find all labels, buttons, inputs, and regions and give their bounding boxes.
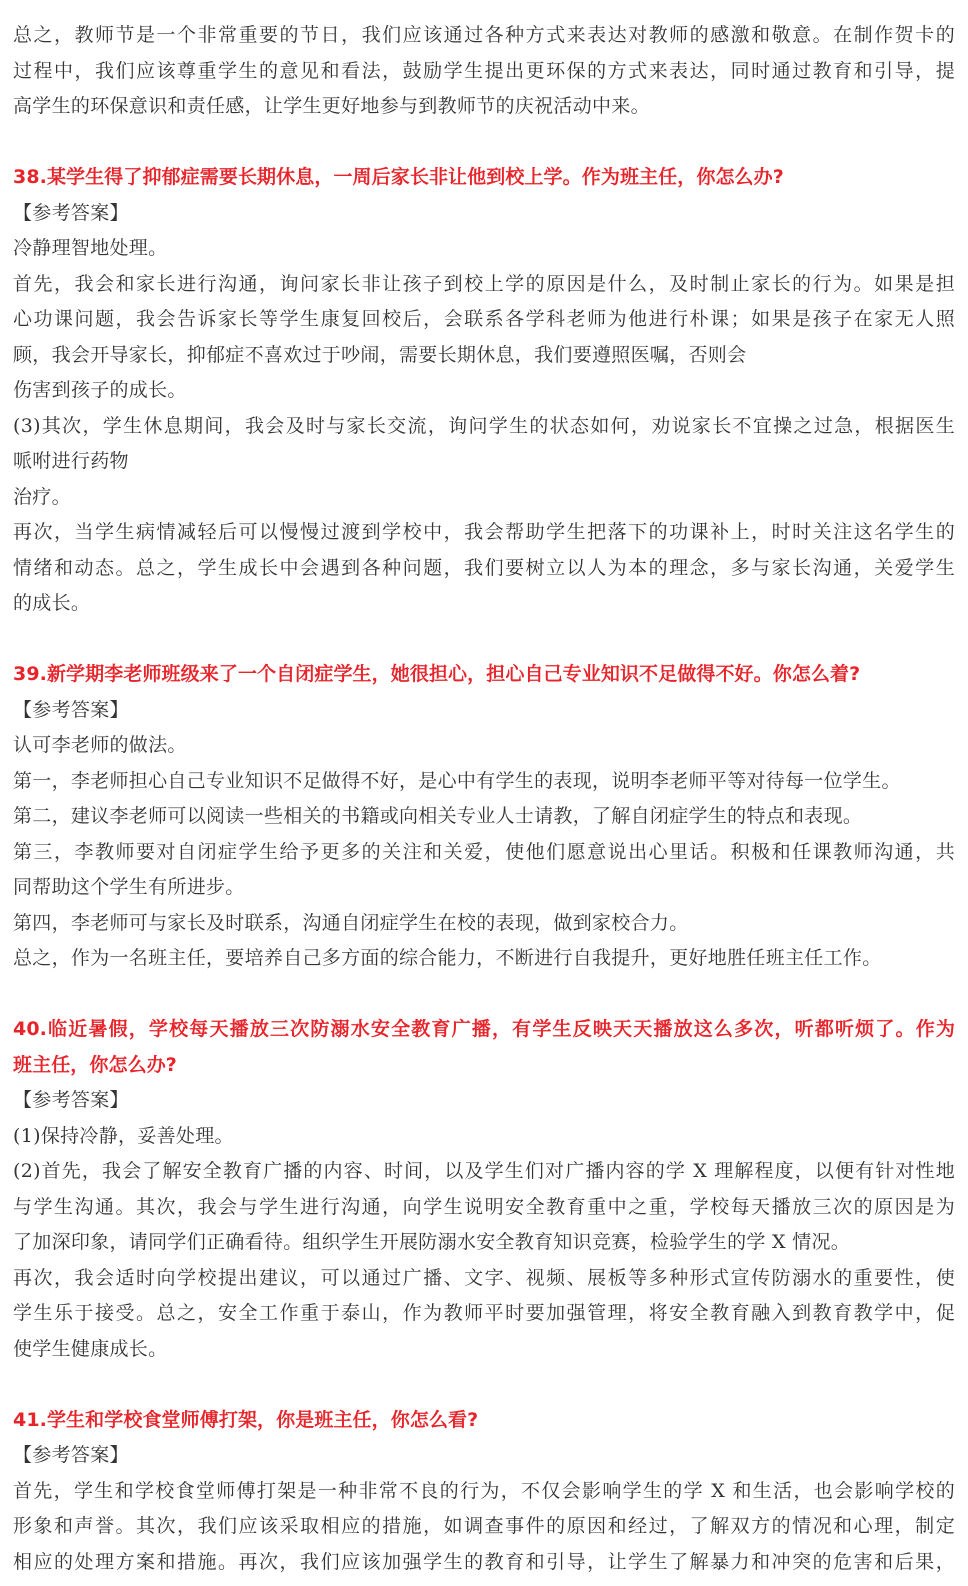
answer-line: 第三，李教师要对自闭症学生给予更多的关注和关爱，使他们愿意说出心里话。积极和任课教师沟通，共 xyxy=(13,840,955,863)
reference-answer-label: 【参考答案】 xyxy=(13,1444,129,1466)
answer-line: (3)其次，学生休息期间，我会及时与家长交流，询问学生的状态如何，劝说家长不宜操之过急，根据医生 xyxy=(13,414,955,437)
answer-line: 首先，学生和学校食堂师傅打架是一种非常不良的行为，不仅会影响学生的学 X 和生活，也会影响学校的 xyxy=(13,1479,955,1502)
answer-line: 治疗。 xyxy=(13,485,71,508)
question-40-section xyxy=(13,1012,955,1367)
question-38-title: 38.某学生得了抑郁症需要长期休息，一周后家长非让他到校上学。作为班主任，你怎么办? xyxy=(13,166,784,188)
answer-line: 的成长。 xyxy=(13,592,91,614)
intro-line-3: 高学生的环保意识和责任感，让学生更好地参与到教师节的庆祝活动中来。 xyxy=(13,95,650,117)
answer-line: 相应的处理方案和措施。再次，我们应该加强学生的教育和引导，让学生了解暴力和冲突的危害和后果， xyxy=(13,1550,955,1573)
answer-line: 第四，李老师可与家长及时联系，沟通自闭症学生在校的表现，做到家校合力。 xyxy=(13,911,689,934)
answer-line: (2)首先，我会了解安全教育广播的内容、时间，以及学生们对广播内容的学 X 理解程度，以便有针对性地 xyxy=(13,1160,955,1182)
intro-paragraph xyxy=(13,18,955,125)
section-spacer xyxy=(13,622,955,658)
answer-line: 情绪和动态。总之，学生成长中会遇到各种问题，我们要树立以人为本的理念，多与家长沟通，关爱学生 xyxy=(13,556,955,579)
answer-line: 哌咐进行药物 xyxy=(13,450,129,472)
answer-line: 心功课问题，我会告诉家长等学生康复回校后，会联系各学科老师为他进行朴课；如果是孩子在家无人照 xyxy=(13,308,955,330)
answer-line: 再次，我会适时向学校提出建议，可以通过广播、文字、视频、展板等多种形式宣传防溺水的重要性，使 xyxy=(13,1266,955,1289)
answer-line: 伤害到孩子的成长。 xyxy=(13,379,187,401)
answer-line: 第二，建议李老师可以阅读一些相关的书籍或向相关专业人士请教，了解自闭症学生的特点和表现。 xyxy=(13,805,863,827)
section-spacer xyxy=(13,125,955,161)
answer-line: 首先，我会和家长进行沟通，询问家长非让孩子到校上学的原因是什么，及时制止家长的行为。如果是担 xyxy=(13,272,955,295)
intro-line-2: 过程中，我们应该尊重学生的意见和看法，鼓励学生提出更环保的方式来表达，同时通过教育和引导，提 xyxy=(13,59,955,82)
reference-answer-label: 【参考答案】 xyxy=(13,201,129,224)
answer-line: 认可李老师的做法。 xyxy=(13,734,187,756)
answer-line: 形象和声誉。其次，我们应该采取相应的措施，如调查事件的原因和经过，了解双方的情况和心理，制定 xyxy=(13,1515,955,1537)
reference-answer-label: 【参考答案】 xyxy=(13,698,129,721)
answer-line: 学生乐于接受。总之，安全工作重于泰山，作为教师平时要加强管理，将安全教育融入到教育教学中，促 xyxy=(13,1302,955,1324)
document-page xyxy=(13,18,955,1580)
intro-line-1: 总之，教师节是一个非常重要的节日，我们应该通过各种方式来表达对教师的感激和敬意。在制作贺卡的 xyxy=(13,24,955,46)
question-39-section xyxy=(13,657,955,977)
answer-line: 冷静理智地处理。 xyxy=(13,237,168,259)
question-41-title: 41.学生和学校食堂师傅打架，你是班主任，你怎么看? xyxy=(13,1408,479,1431)
section-spacer xyxy=(13,1367,955,1403)
question-41-section xyxy=(13,1403,955,1581)
answer-line: 第一，李老师担心自己专业知识不足做得不好，是心中有学生的表现，说明李老师平等对待每一位学生。 xyxy=(13,769,901,792)
answer-line: (1)保持冷静，妥善处理。 xyxy=(13,1124,234,1147)
answer-line: 使学生健康成长。 xyxy=(13,1337,168,1360)
question-40-title: 班主任，你怎么办? xyxy=(13,1053,177,1076)
answer-line: 再次，当学生病情减轻后可以慢慢过渡到学校中，我会帮助学生把落下的功课补上，时时关注这名学生的 xyxy=(13,521,955,543)
reference-answer-label: 【参考答案】 xyxy=(13,1089,129,1111)
question-39-title: 39.新学期李老师班级来了一个自闭症学生，她很担心，担心自己专业知识不足做得不好。你怎么着? xyxy=(13,663,861,685)
question-38-section xyxy=(13,160,955,622)
question-40-title: 40.临近暑假，学校每天播放三次防溺水安全教育广播，有学生反映天天播放这么多次，听都听烦了。作为 xyxy=(13,1018,955,1040)
section-spacer xyxy=(13,977,955,1013)
answer-line: 同帮助这个学生有所进步。 xyxy=(13,876,245,898)
answer-line: 顾，我会开导家长，抑郁症不喜欢过于吵闹，需要长期休息，我们要遵照医嘱，否则会 xyxy=(13,343,747,366)
answer-line: 与学生沟通。其次，我会与学生进行沟通，向学生说明安全教育重中之重，学校每天播放三次的原因是为 xyxy=(13,1195,955,1218)
answer-line: 了加深印象，请同学们正确看待。组织学生开展防溺水安全教育知识竞赛，检验学生的学 X 情况。 xyxy=(13,1231,851,1253)
answer-line: 总之，作为一名班主任，要培养自己多方面的综合能力，不断进行自我提升，更好地胜任班主任工作。 xyxy=(13,947,882,969)
